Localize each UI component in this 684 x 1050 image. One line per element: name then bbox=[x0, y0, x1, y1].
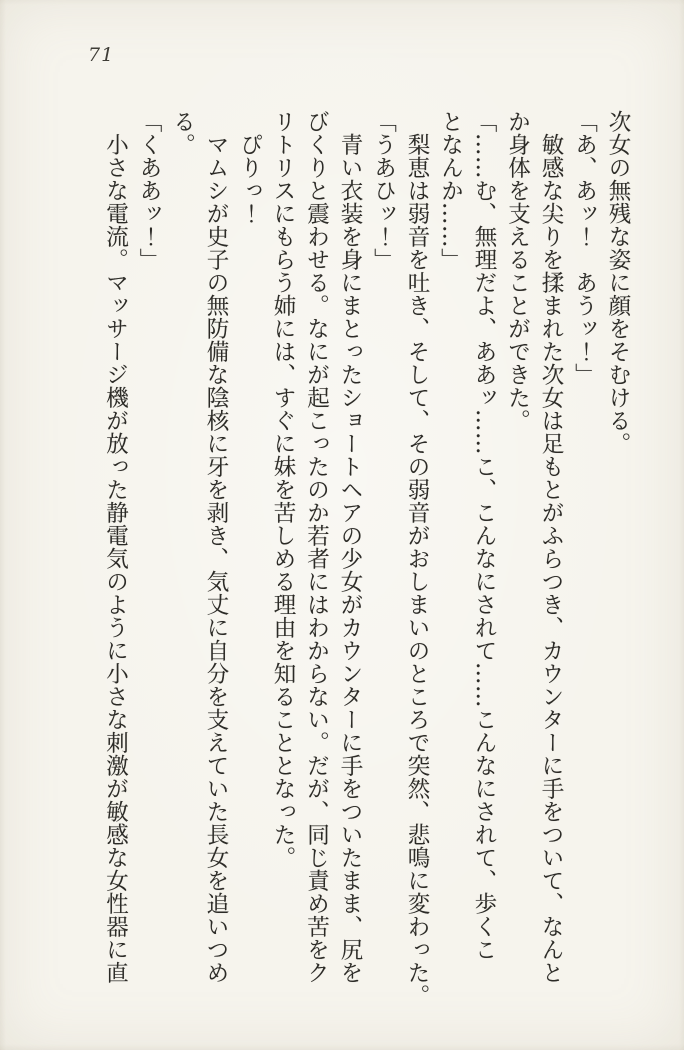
text-line: 「うあひッ！」 bbox=[370, 110, 397, 271]
text-line: びくりと震わせる。なにが起こったのか若者にはわからない。だが、同じ責め苦をク bbox=[303, 110, 330, 984]
text-line: か身体を支えることができた。 bbox=[504, 110, 531, 432]
page-number: 71 bbox=[88, 44, 115, 66]
text-line: 青い衣装を身にまとったショートヘアの少女がカウンターに手をついたまま、尻を bbox=[337, 110, 363, 984]
text-line: ぴりっ！ bbox=[236, 110, 263, 225]
text-line: 梨恵は弱音を吐き、そして、その弱音がおしまいのところで突然、悲鳴に変わった。 bbox=[404, 110, 430, 1007]
text-line: 次女の無残な姿に顔をそむける。 bbox=[605, 110, 631, 455]
text-line: 「くああッ！」 bbox=[136, 110, 162, 271]
text-line: 「……む、無理だよ、ああッ……こ、こんなにされて……こんなにされて、歩くこ bbox=[471, 110, 497, 961]
vertical-text-block bbox=[98, 110, 634, 1010]
text-line: る。 bbox=[169, 110, 196, 156]
text-line: となんか……」 bbox=[437, 110, 464, 271]
text-line: リトリスにもらう姉には、すぐに妹を苦しめる理由を知ることとなった。 bbox=[270, 110, 296, 869]
text-line: 敏感な尖りを揉まれた次女は足もとがふらつき、カウンターに手をついて、なんと bbox=[538, 110, 564, 984]
text-line: マムシが史子の無防備な陰核に牙を剥き、気丈に自分を支えていた長女を追いつめ bbox=[203, 110, 229, 984]
text-line: 小さな電流。マッサージ機が放った静電気のように小さな刺激が敏感な女性器に直 bbox=[102, 110, 129, 984]
text-line: 「あ、あッ！ あうッ！」 bbox=[571, 110, 598, 386]
